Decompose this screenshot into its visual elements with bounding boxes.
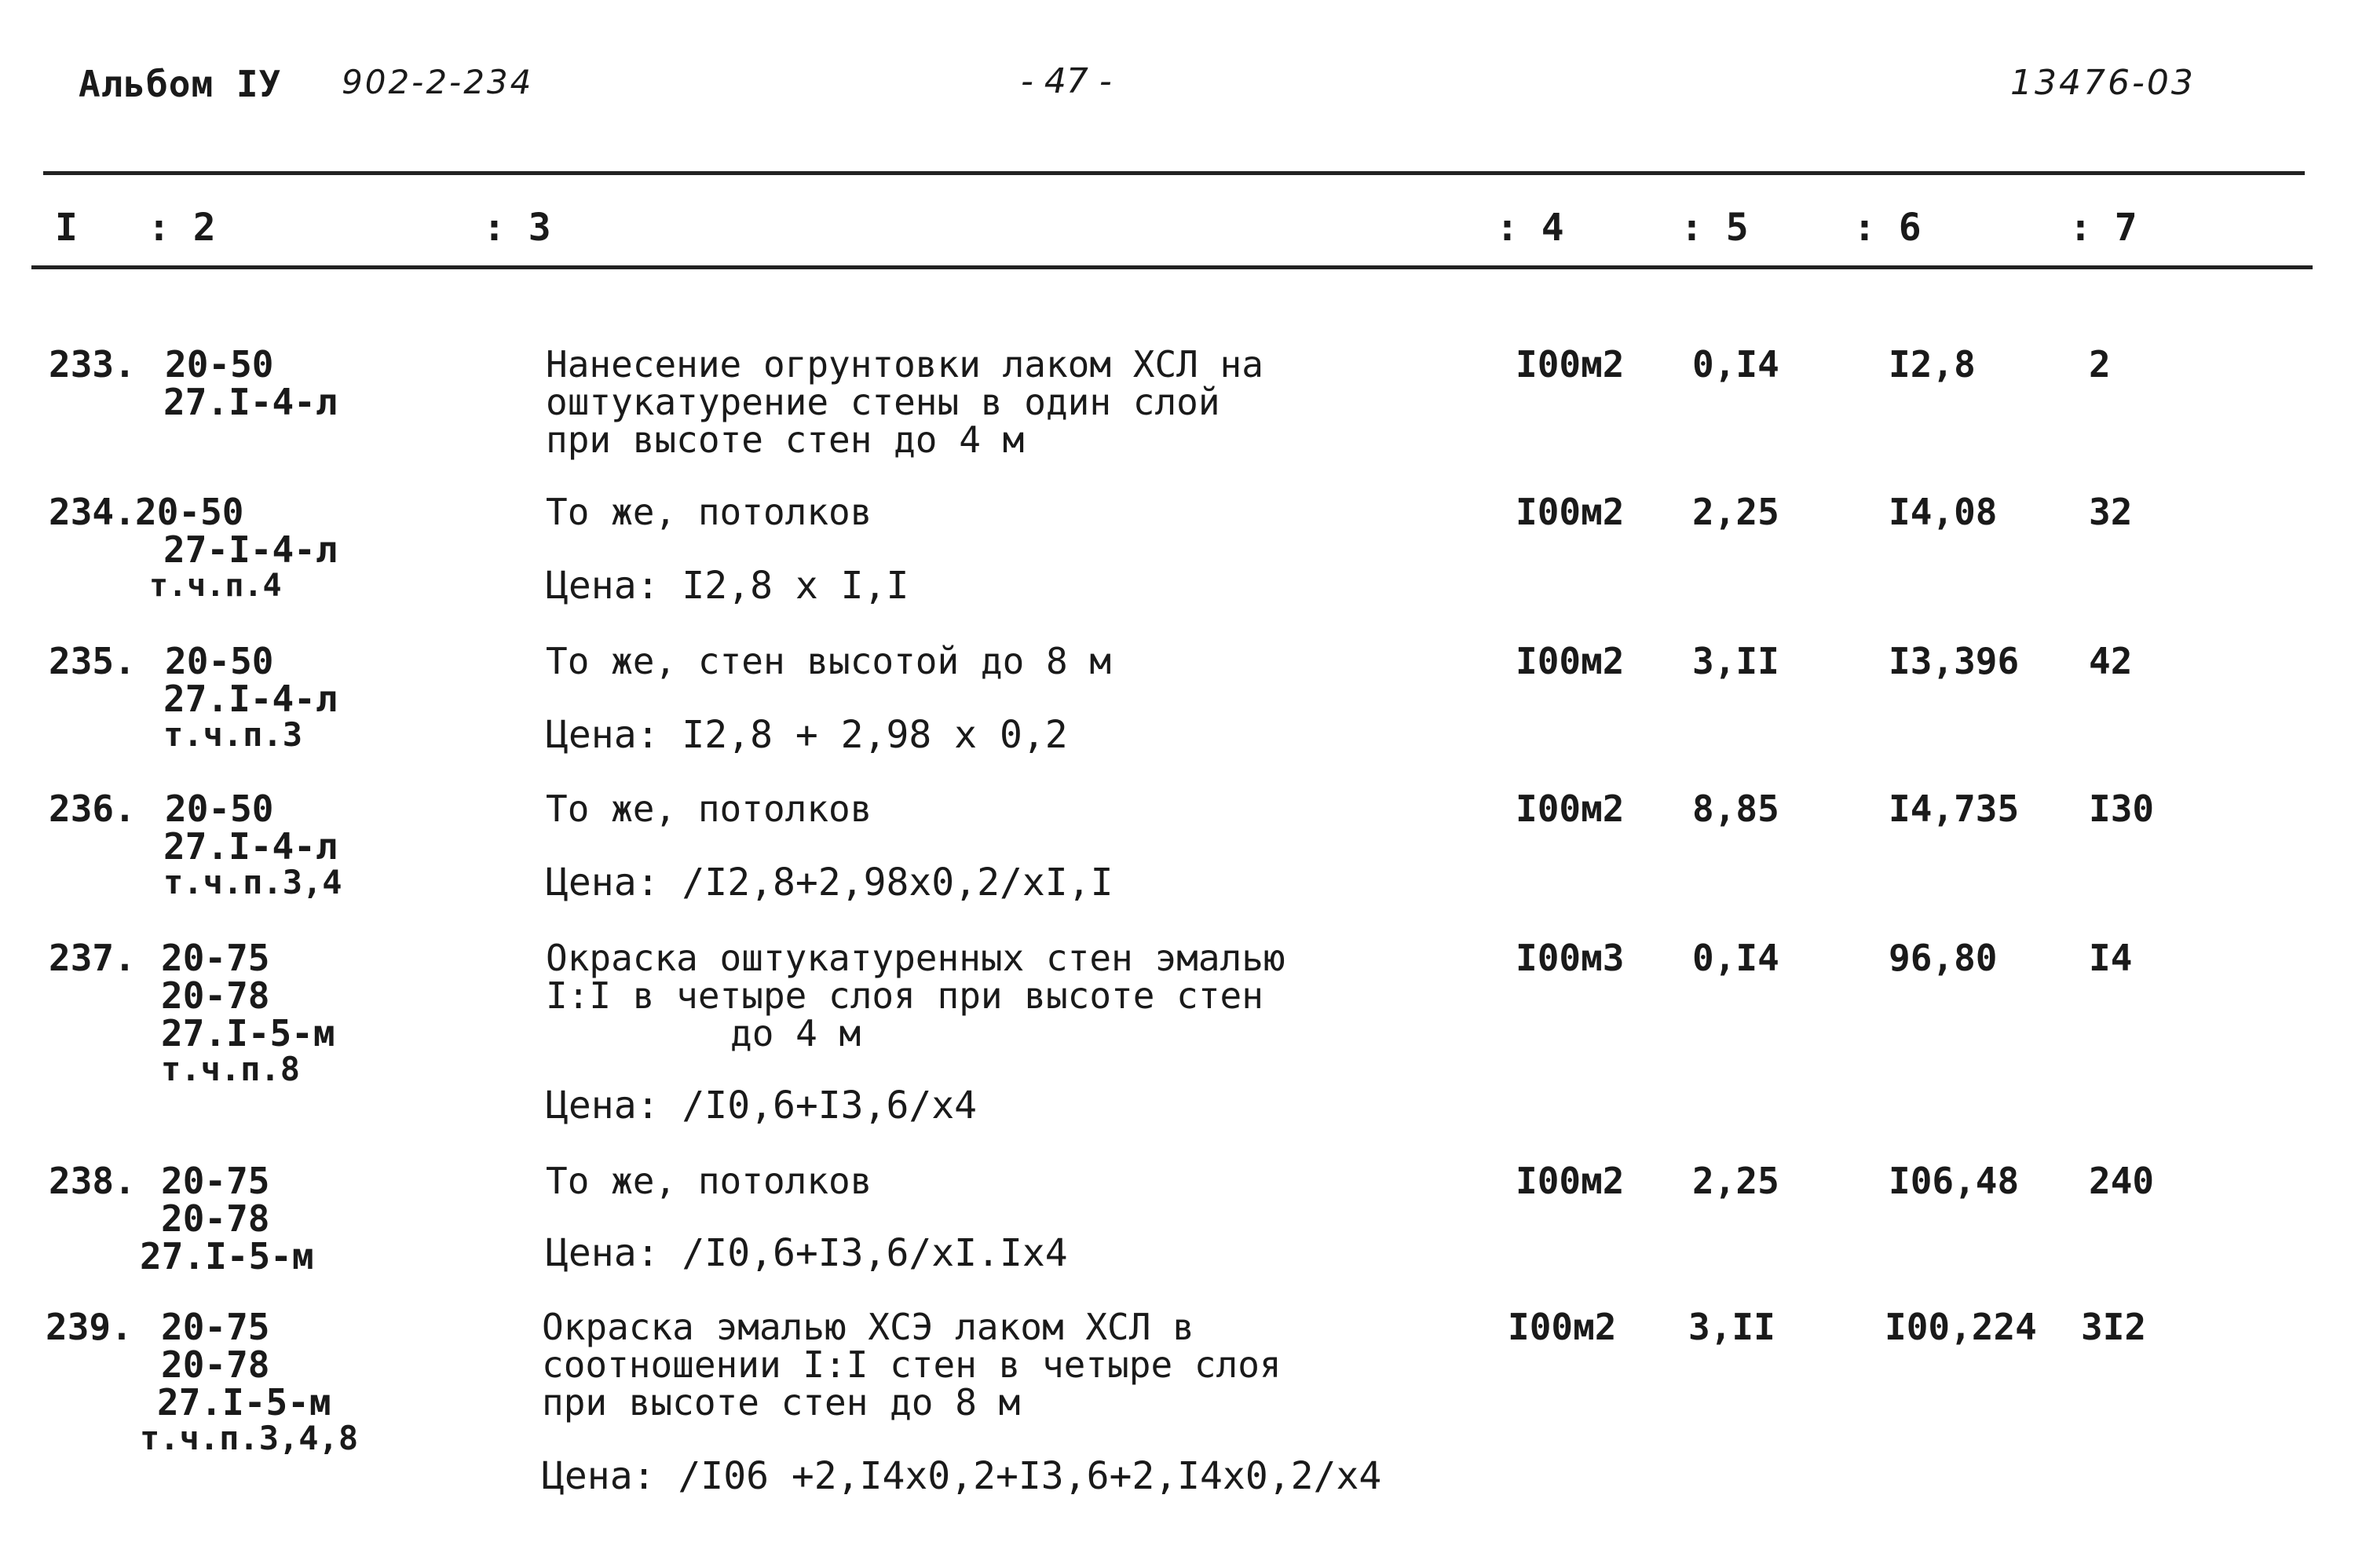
series-number: 902-2-234: [342, 63, 534, 101]
norm-code: 27.I-4-л: [163, 381, 338, 423]
unit-value: I00м2: [1516, 788, 1625, 830]
norm-code: т.ч.п.3: [163, 715, 303, 754]
total-value: I30: [2089, 788, 2155, 830]
total-value: 3I2: [2081, 1306, 2147, 1348]
price-formula: Цена: I2,8 + 2,98 x 0,2: [546, 713, 1068, 757]
unit-value: I00м2: [1516, 1160, 1625, 1202]
total-value: 32: [2089, 491, 2133, 533]
norm-code: 20-78: [161, 1197, 270, 1240]
column-header-5: : 5: [1680, 206, 1749, 250]
row-number: 236.: [49, 788, 136, 830]
unit-value: I00м2: [1516, 343, 1625, 386]
norm-code: 20-75: [161, 937, 270, 979]
quantity-value: 0,I4: [1692, 343, 1779, 386]
norm-code: 20-50: [135, 491, 244, 533]
unit-cost-value: I3,396: [1889, 640, 2020, 682]
norm-code: т.ч.п.3,4: [163, 863, 342, 901]
norm-code: 20-50: [165, 343, 274, 386]
norm-code: 27.I-5-м: [140, 1235, 314, 1277]
row-number: 233.: [49, 343, 136, 386]
total-value: I4: [2089, 937, 2133, 979]
unit-cost-value: 96,80: [1889, 937, 1998, 979]
quantity-value: 0,I4: [1692, 937, 1779, 979]
price-formula: Цена: /I0,6+I3,6/xI.Ix4: [546, 1231, 1068, 1275]
unit-value: I00м2: [1516, 640, 1625, 682]
work-description: То же, потолков: [546, 491, 872, 533]
row-number: 239.: [46, 1306, 133, 1348]
norm-code: 27.I-5-м: [157, 1381, 331, 1424]
work-description: То же, стен высотой до 8 м: [546, 640, 1112, 682]
top-rule: [43, 171, 2305, 175]
norm-code: 27.I-4-л: [163, 825, 338, 868]
total-value: 2: [2089, 343, 2111, 386]
norm-code: 20-78: [161, 974, 270, 1017]
quantity-value: 2,25: [1692, 491, 1779, 533]
work-description: Окраска оштукатуренных стен эмалью: [546, 937, 1285, 979]
total-value: 42: [2089, 640, 2133, 682]
work-description: при высоте стен до 4 м: [546, 418, 1025, 461]
norm-code: 27.I-4-л: [163, 678, 338, 720]
norm-code: 27.I-5-м: [161, 1012, 335, 1054]
norm-code: 20-50: [165, 640, 274, 682]
work-description: оштукатурение стены в один слой: [546, 381, 1220, 423]
total-value: 240: [2089, 1160, 2155, 1202]
quantity-value: 8,85: [1692, 788, 1779, 830]
quantity-value: 2,25: [1692, 1160, 1779, 1202]
row-number: 234.: [49, 491, 136, 533]
unit-cost-value: I00,224: [1885, 1306, 2037, 1348]
unit-cost-value: I4,735: [1889, 788, 2020, 830]
quantity-value: 3,II: [1688, 1306, 1775, 1348]
column-header-3: : 3: [483, 206, 551, 250]
price-formula: Цена: I2,8 x I,I: [546, 564, 909, 608]
row-number: 237.: [49, 937, 136, 979]
column-header-4: : 4: [1496, 206, 1564, 250]
work-description: I:I в четыре слоя при высоте стен: [546, 974, 1263, 1017]
unit-value: I00м2: [1516, 491, 1625, 533]
work-description: Окраска эмалью ХСЭ лаком ХСЛ в: [542, 1306, 1194, 1348]
column-header-6: : 6: [1853, 206, 1922, 250]
row-number: 235.: [49, 640, 136, 682]
work-description: при высоте стен до 8 м: [542, 1381, 1021, 1424]
work-description: То же, потолков: [546, 788, 872, 830]
unit-value: I00м3: [1516, 937, 1625, 979]
work-description: до 4 м: [730, 1012, 861, 1054]
norm-code: 20-75: [161, 1160, 270, 1202]
work-description: Нанесение огрунтовки лаком ХСЛ на: [546, 343, 1263, 386]
work-description: соотношении I:I стен в четыре слоя: [542, 1343, 1282, 1386]
price-formula: Цена: /I0,6+I3,6/x4: [546, 1084, 978, 1128]
header-rule: [31, 265, 2313, 269]
column-header-1: I: [55, 206, 78, 250]
column-header-7: : 7: [2069, 206, 2137, 250]
norm-code: т.ч.п.8: [161, 1050, 301, 1088]
norm-code: 20-50: [165, 788, 274, 830]
price-formula: Цена: /I06 +2,I4x0,2+I3,6+2,I4x0,2/x4: [542, 1454, 1382, 1498]
norm-code: 27-I-4-л: [163, 528, 338, 571]
unit-value: I00м2: [1508, 1306, 1617, 1348]
column-header-2: : 2: [148, 206, 216, 250]
unit-cost-value: I2,8: [1889, 343, 1976, 386]
page-number: - 47 -: [1021, 61, 1112, 101]
document-code: 13476-03: [2010, 63, 2196, 103]
album-label: Альбом IУ: [79, 63, 282, 105]
work-description: То же, потолков: [546, 1160, 872, 1202]
unit-cost-value: I4,08: [1889, 491, 1998, 533]
quantity-value: 3,II: [1692, 640, 1779, 682]
norm-code: т.ч.п.3,4,8: [140, 1419, 359, 1457]
norm-code: 20-75: [161, 1306, 270, 1348]
norm-code: 20-78: [161, 1343, 270, 1386]
row-number: 238.: [49, 1160, 136, 1202]
price-formula: Цена: /I2,8+2,98x0,2/xI,I: [546, 861, 1114, 905]
unit-cost-value: I06,48: [1889, 1160, 2020, 1202]
norm-code: т.ч.п.4: [149, 568, 282, 604]
